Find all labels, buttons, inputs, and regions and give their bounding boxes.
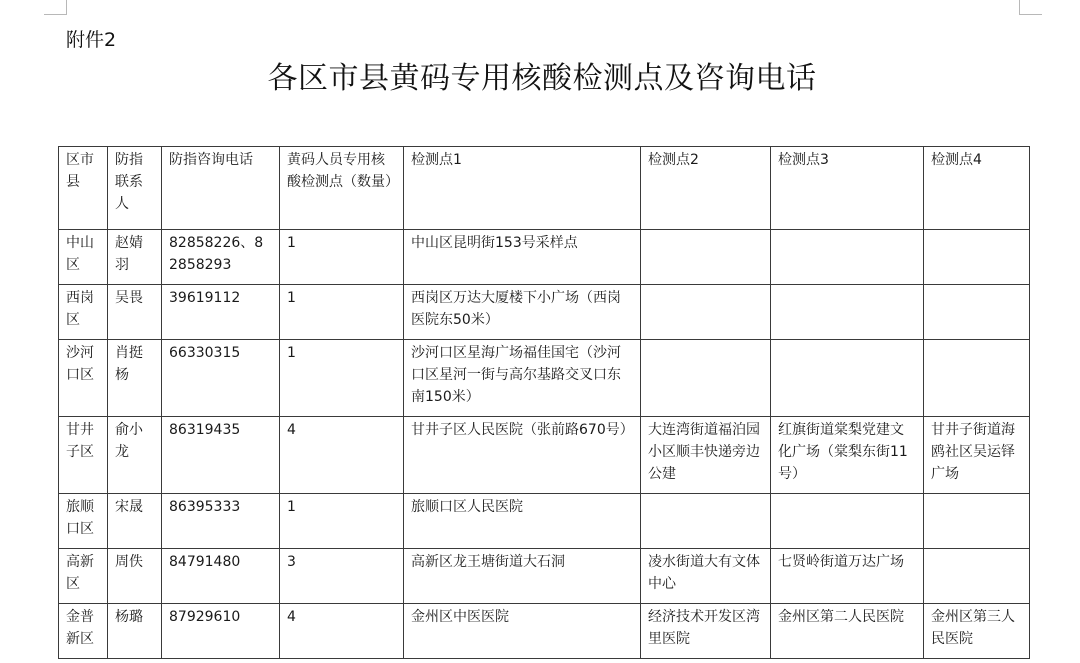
cell-phone: 84791480 bbox=[162, 549, 280, 604]
cell-site-2 bbox=[641, 285, 771, 340]
cell-site-4 bbox=[924, 285, 1030, 340]
header-site-2: 检测点2 bbox=[641, 147, 771, 230]
cell-site-2 bbox=[641, 230, 771, 285]
cell-site-1: 西岗区万达大厦楼下小广场（西岗医院东50米） bbox=[404, 285, 641, 340]
cell-phone: 39619112 bbox=[162, 285, 280, 340]
header-phone: 防指咨询电话 bbox=[162, 147, 280, 230]
cell-site-1: 甘井子区人民医院（张前路670号） bbox=[404, 417, 641, 494]
cell-site-count: 1 bbox=[280, 230, 404, 285]
table-row bbox=[59, 285, 1030, 340]
cell-site-3: 红旗街道棠梨党建文化广场（棠梨东街11号） bbox=[771, 417, 924, 494]
cell-site-count: 3 bbox=[280, 549, 404, 604]
cell-phone: 86395333 bbox=[162, 494, 280, 549]
header-contact: 防指联系人 bbox=[108, 147, 162, 230]
cell-site-4 bbox=[924, 230, 1030, 285]
cell-contact: 吴畏 bbox=[108, 285, 162, 340]
document-title: 各区市县黄码专用核酸检测点及咨询电话 bbox=[267, 61, 817, 96]
cell-phone: 87929610 bbox=[162, 604, 280, 659]
cell-phone: 82858226、82858293 bbox=[162, 230, 280, 285]
cell-site-count: 1 bbox=[280, 285, 404, 340]
cell-site-1: 高新区龙王塘街道大石洞 bbox=[404, 549, 641, 604]
cell-site-4 bbox=[924, 549, 1030, 604]
cell-site-count: 4 bbox=[280, 417, 404, 494]
cell-district: 沙河口区 bbox=[59, 340, 108, 417]
table-row bbox=[59, 494, 1030, 549]
cell-site-3: 七贤岭街道万达广场 bbox=[771, 549, 924, 604]
cell-contact: 赵婧羽 bbox=[108, 230, 162, 285]
cell-site-1: 旅顺口区人民医院 bbox=[404, 494, 641, 549]
table-row bbox=[59, 549, 1030, 604]
cell-site-count: 1 bbox=[280, 340, 404, 417]
table-row bbox=[59, 340, 1030, 417]
cell-contact: 俞小龙 bbox=[108, 417, 162, 494]
cell-site-3 bbox=[771, 494, 924, 549]
table-row bbox=[59, 604, 1030, 659]
attachment-label: 附件2 bbox=[66, 29, 117, 51]
cell-district: 金普新区 bbox=[59, 604, 108, 659]
cell-site-2: 凌水街道大有文体中心 bbox=[641, 549, 771, 604]
cell-district: 高新区 bbox=[59, 549, 108, 604]
cell-site-2: 大连湾街道福泊园小区顺丰快递旁边公建 bbox=[641, 417, 771, 494]
page-corner-mark-left bbox=[44, 0, 67, 15]
cell-contact: 宋晟 bbox=[108, 494, 162, 549]
table-header-row bbox=[59, 147, 1030, 230]
cell-site-count: 1 bbox=[280, 494, 404, 549]
cell-site-2: 经济技术开发区湾里医院 bbox=[641, 604, 771, 659]
cell-site-2 bbox=[641, 494, 771, 549]
cell-site-4 bbox=[924, 494, 1030, 549]
cell-site-4 bbox=[924, 340, 1030, 417]
header-site-count: 黄码人员专用核酸检测点（数量） bbox=[280, 147, 404, 230]
cell-site-2 bbox=[641, 340, 771, 417]
cell-phone: 86319435 bbox=[162, 417, 280, 494]
page-corner-mark-right bbox=[1019, 0, 1042, 15]
cell-phone: 66330315 bbox=[162, 340, 280, 417]
cell-site-1: 中山区昆明街153号采样点 bbox=[404, 230, 641, 285]
cell-district: 旅顺口区 bbox=[59, 494, 108, 549]
cell-site-3 bbox=[771, 340, 924, 417]
cell-district: 甘井子区 bbox=[59, 417, 108, 494]
cell-site-1: 金州区中医医院 bbox=[404, 604, 641, 659]
cell-site-3 bbox=[771, 230, 924, 285]
cell-district: 中山区 bbox=[59, 230, 108, 285]
header-site-4: 检测点4 bbox=[924, 147, 1030, 230]
cell-district: 西岗区 bbox=[59, 285, 108, 340]
cell-site-1: 沙河口区星海广场福佳国宅（沙河口区星河一街与高尔基路交叉口东南150米） bbox=[404, 340, 641, 417]
header-district: 区市县 bbox=[59, 147, 108, 230]
cell-site-3: 金州区第二人民医院 bbox=[771, 604, 924, 659]
testing-sites-table bbox=[58, 146, 1030, 659]
cell-contact: 周佚 bbox=[108, 549, 162, 604]
cell-site-3 bbox=[771, 285, 924, 340]
cell-site-count: 4 bbox=[280, 604, 404, 659]
cell-site-4: 甘井子街道海鸥社区吴运铎广场 bbox=[924, 417, 1030, 494]
cell-contact: 杨璐 bbox=[108, 604, 162, 659]
table-row bbox=[59, 230, 1030, 285]
header-site-1: 检测点1 bbox=[404, 147, 641, 230]
table-row bbox=[59, 417, 1030, 494]
cell-site-4: 金州区第三人民医院 bbox=[924, 604, 1030, 659]
cell-contact: 肖挺杨 bbox=[108, 340, 162, 417]
header-site-3: 检测点3 bbox=[771, 147, 924, 230]
